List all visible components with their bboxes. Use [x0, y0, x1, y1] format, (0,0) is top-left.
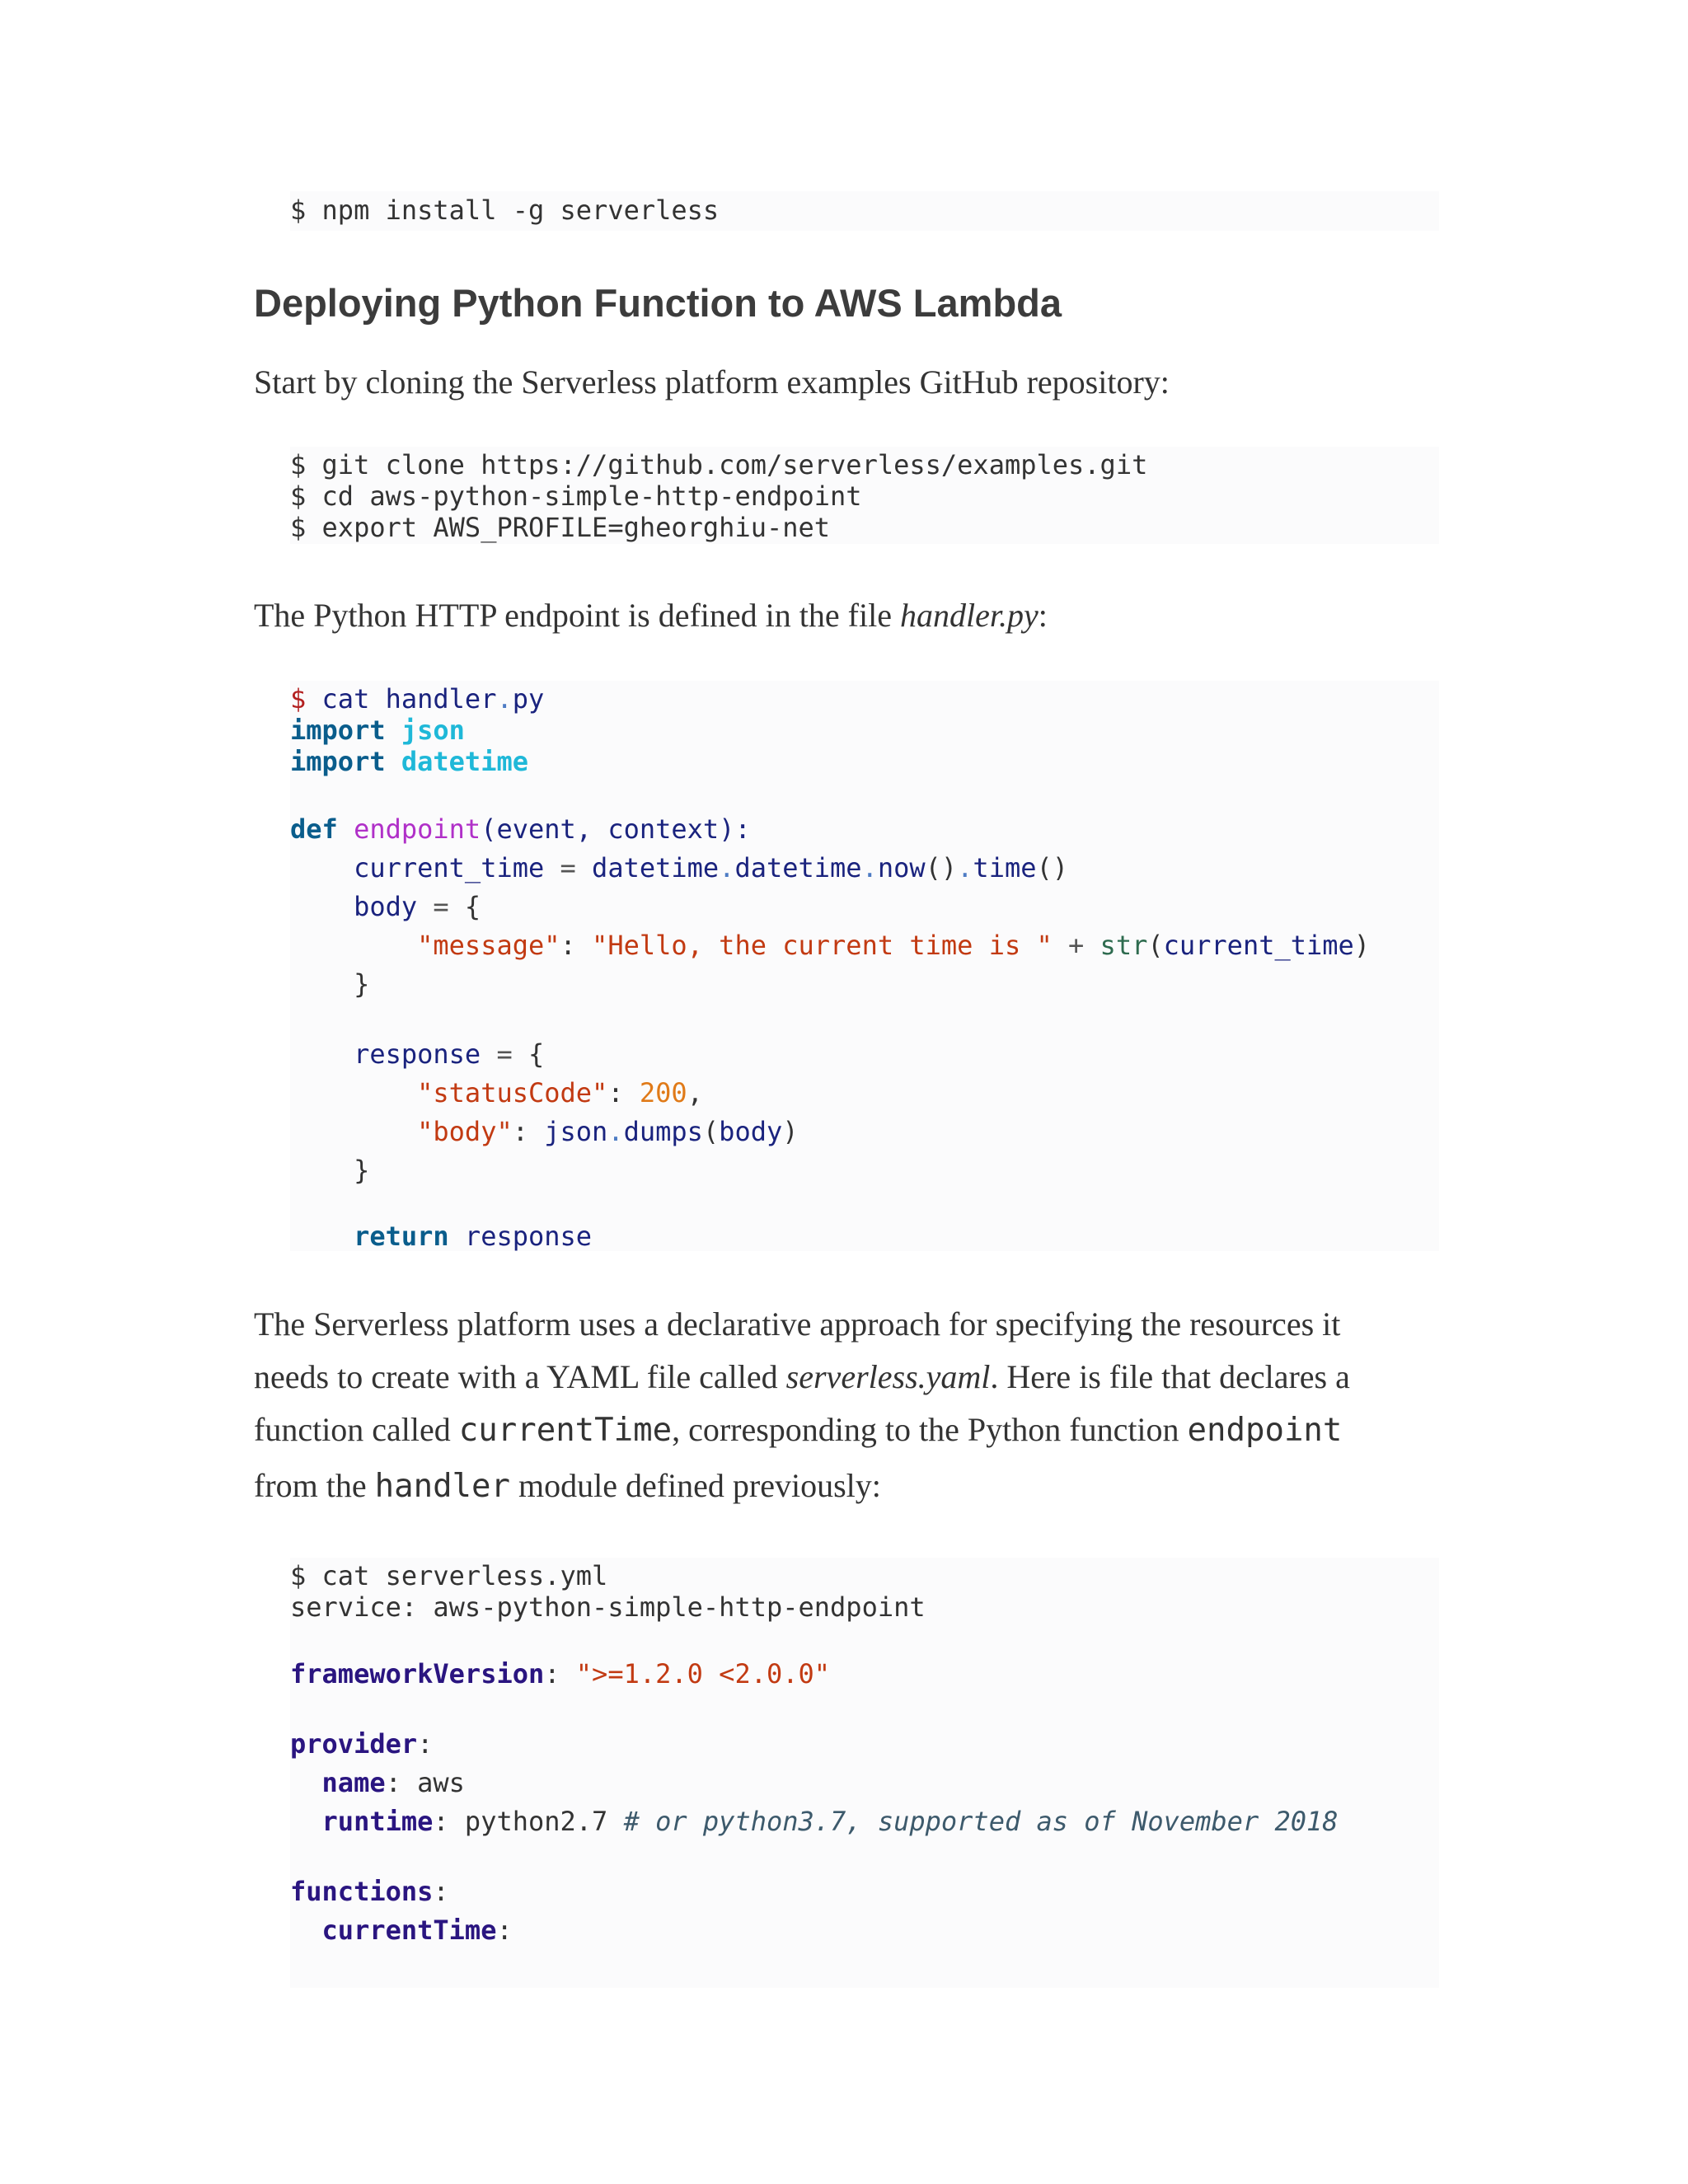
yaml-key: currentTime [321, 1915, 497, 1946]
operator: = [560, 852, 576, 883]
builtin: str [1100, 930, 1148, 961]
inline-code: handler [374, 1468, 510, 1505]
paren: ( [1147, 930, 1164, 961]
inline-code: currentTime [458, 1412, 673, 1449]
handler-intro-paragraph [254, 596, 1441, 635]
code-line [290, 746, 528, 777]
yaml-key: provider [290, 1728, 418, 1760]
file-name: handler.py [899, 597, 1039, 634]
install-code-block [290, 191, 1439, 231]
yaml-intro-line-2 [254, 1357, 1441, 1396]
code-line [290, 852, 1068, 883]
operator: = [496, 1038, 513, 1070]
yaml-intro-line-3 [254, 1410, 1441, 1449]
keyword: import [290, 746, 386, 777]
dot: . [719, 852, 735, 883]
identifier: datetime [734, 852, 862, 883]
yaml-value: python2.7 [464, 1806, 608, 1837]
colon: : [433, 1876, 449, 1907]
identifier: datetime [592, 852, 720, 883]
code-line [290, 930, 1370, 961]
module: datetime [401, 746, 528, 777]
file-ext: py [512, 683, 545, 715]
handler-code-block [290, 681, 1439, 1251]
colon: : [607, 1077, 624, 1108]
code-line [290, 1806, 1339, 1837]
keyword: return [354, 1221, 449, 1252]
paren: ( [702, 1116, 720, 1147]
text: function called [254, 1411, 459, 1448]
keyword: def [290, 813, 338, 845]
identifier: body [719, 1116, 783, 1147]
dot: . [957, 852, 973, 883]
function-name: endpoint [354, 813, 481, 845]
yaml-code-block [290, 1558, 1439, 1988]
text: needs to create with a YAML file called [254, 1358, 786, 1395]
module: json [401, 715, 465, 746]
code-line [290, 1077, 703, 1108]
code-line [290, 683, 544, 715]
yaml-string: ">=1.2.0 <2.0.0" [575, 1658, 831, 1690]
text: , corresponding to the Python function [672, 1411, 1188, 1448]
colon: : [496, 1915, 513, 1946]
identifier: time [973, 852, 1037, 883]
code-line: $ cd aws-python-simple-http-endpoint [290, 480, 862, 512]
number: 200 [639, 1077, 687, 1108]
paren: ) [782, 1116, 799, 1147]
brace: { [528, 1038, 545, 1070]
section-title: Deploying Python Function to AWS Lambda [254, 281, 1062, 325]
operator: = [433, 891, 449, 922]
code-line [290, 1155, 369, 1186]
brace: } [354, 968, 370, 1000]
string: "statusCode" [417, 1077, 608, 1108]
identifier: dumps [623, 1116, 703, 1147]
colon: : [512, 1116, 528, 1147]
text: . Here is file that declares a [990, 1358, 1350, 1395]
code-line: service: aws-python-simple-http-endpoint [290, 1591, 926, 1623]
yaml-value: aws [417, 1767, 465, 1798]
code-line [290, 715, 465, 746]
command: cat [321, 683, 370, 715]
yaml-intro-line-1: The Serverless platform uses a declarative approach for specifying the resources it [254, 1305, 1341, 1343]
code-line [290, 1876, 449, 1907]
parens: () [925, 852, 958, 883]
dot: . [861, 852, 878, 883]
text: from the [254, 1467, 375, 1504]
identifier: response [354, 1038, 481, 1070]
yaml-comment: # or python3.7, supported as of November 2018 [623, 1806, 1339, 1837]
yaml-intro-line-4 [254, 1466, 1441, 1505]
string: "body" [417, 1116, 513, 1147]
code-line [290, 1658, 830, 1690]
code-line: $ export AWS_PROFILE=gheorghiu-net [290, 512, 831, 543]
code-line [290, 968, 369, 1000]
code-line [290, 1915, 513, 1946]
identifier: json [544, 1116, 608, 1147]
string: "Hello, the current time is " [592, 930, 1053, 961]
code-line [290, 1767, 465, 1798]
dot: . [607, 1116, 624, 1147]
file-part: handler [385, 683, 497, 715]
keyword: import [290, 715, 386, 746]
colon: : [385, 1767, 401, 1798]
params: (event, context): [481, 813, 751, 845]
identifier: current_time [1163, 930, 1354, 961]
code-line: $ git clone https://github.com/serverless/examples.git [290, 449, 1148, 480]
code-line [290, 1038, 544, 1070]
identifier: now [877, 852, 926, 883]
code-line [290, 1116, 799, 1147]
yaml-key: name [321, 1767, 386, 1798]
parens: () [1036, 852, 1069, 883]
yaml-key: runtime [321, 1806, 434, 1837]
code-line [290, 1728, 433, 1760]
file-name: serverless.yaml [785, 1358, 991, 1395]
comma: , [687, 1077, 703, 1108]
code-line [290, 813, 751, 845]
intro-paragraph: Start by cloning the Serverless platform examples GitHub repository: [254, 363, 1170, 401]
clone-code-block [290, 447, 1439, 544]
prompt: $ [290, 683, 307, 715]
operator: + [1068, 930, 1085, 961]
yaml-key: frameworkVersion [290, 1658, 545, 1690]
code-line [290, 1221, 592, 1252]
code-line: $ cat serverless.yml [290, 1560, 608, 1591]
identifier: response [464, 1221, 593, 1252]
colon: : [544, 1658, 560, 1690]
colon: : [417, 1728, 434, 1760]
text: module defined previously: [510, 1467, 881, 1504]
colon: : [560, 930, 576, 961]
code-line: $ npm install -g serverless [290, 194, 720, 226]
identifier: body [354, 891, 418, 922]
text: The Python HTTP endpoint is defined in the file [254, 597, 900, 634]
paren: ) [1353, 930, 1371, 961]
dot: . [496, 683, 513, 715]
colon: : [433, 1806, 449, 1837]
brace: } [354, 1155, 370, 1186]
inline-code: endpoint [1187, 1412, 1343, 1449]
brace: { [464, 891, 481, 922]
yaml-key: functions [290, 1876, 434, 1907]
text: : [1038, 597, 1048, 634]
string: "message" [417, 930, 560, 961]
code-line [290, 891, 481, 922]
identifier: current_time [354, 852, 545, 883]
